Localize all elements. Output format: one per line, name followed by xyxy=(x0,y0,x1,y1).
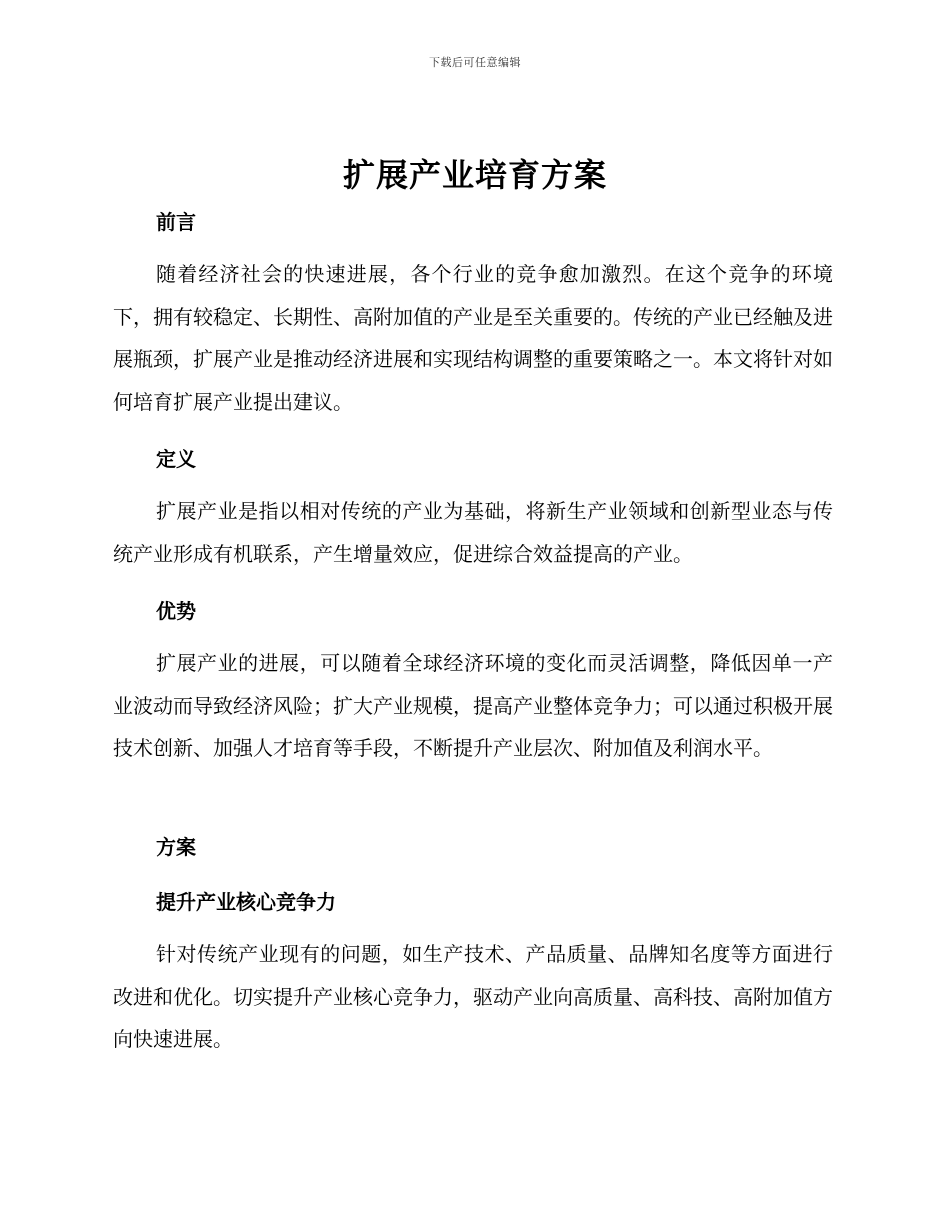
section-paragraph-preface: 随着经济社会的快速进展，各个行业的竞争愈加激烈。在这个竞争的环境下，拥有较稳定、长期性、高附加值的产业是至关重要的。传统的产业已经触及进展瓶颈，扩展产业是推动经济进展和实现结构调整的重要策略之一。本文将针对如何培育扩展产业提出建议。 xyxy=(113,262,833,414)
section-heading-definition: 定义 xyxy=(156,447,196,471)
header-note: 下载后可任意编辑 xyxy=(429,56,521,69)
section-paragraph-plan: 针对传统产业现有的问题，如生产技术、产品质量、品牌知名度等方面进行改进和优化。切实提升产业核心竞争力，驱动产业向高质量、高科技、高附加值方向快速进展。 xyxy=(113,942,833,1051)
section-heading-plan: 方案 xyxy=(156,835,196,859)
page-title: 扩展产业培育方案 xyxy=(342,156,607,194)
section-heading-preface: 前言 xyxy=(156,210,196,234)
section-paragraph-advantages: 扩展产业的进展，可以随着全球经济环境的变化而灵活调整，降低因单一产业波动而导致经济风险；扩大产业规模，提高产业整体竞争力；可以通过积极开展技术创新、加强人才培育等手段，不断提升产业层次、附加值及利润水平。 xyxy=(113,651,833,760)
section-heading-advantages: 优势 xyxy=(156,599,196,623)
section-paragraph-definition: 扩展产业是指以相对传统的产业为基础，将新生产业领域和创新型业态与传统产业形成有机联系，产生增量效应，促进综合效益提高的产业。 xyxy=(113,499,833,566)
section-subheading-plan: 提升产业核心竞争力 xyxy=(156,890,336,914)
